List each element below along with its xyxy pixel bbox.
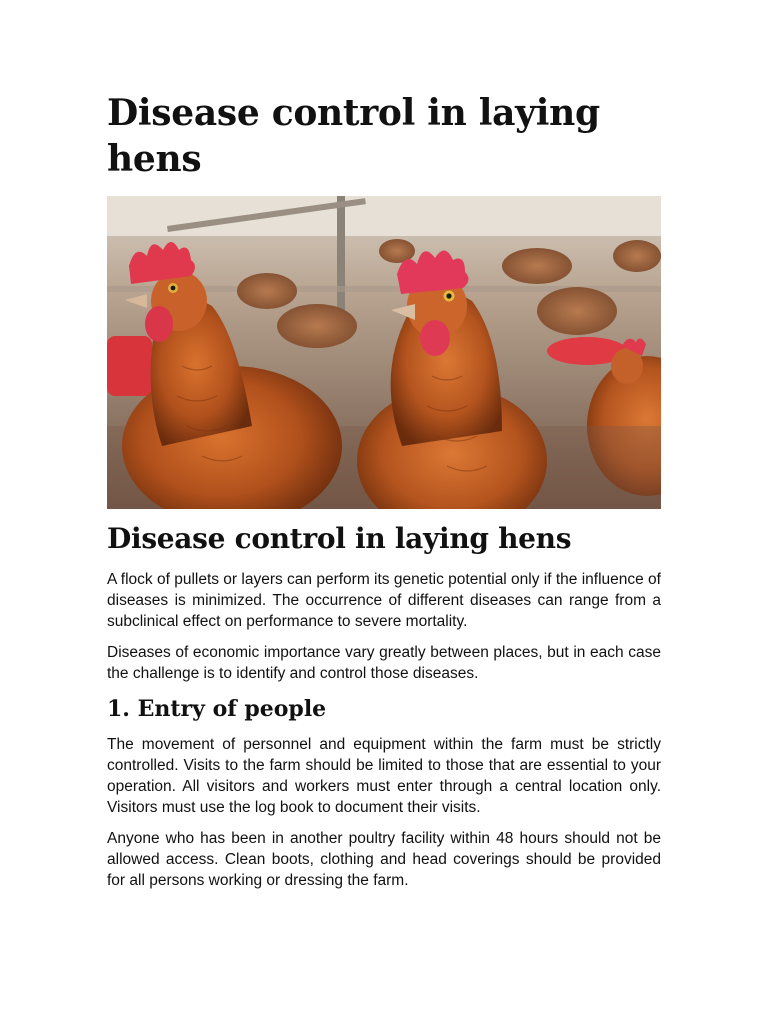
entry-paragraph-2: Anyone who has been in another poultry facility within 48 hours should not be allowed access. Clean boots, clothing and head coverings should be provided for all persons working or dressing the farm. bbox=[107, 830, 661, 889]
laying-hens-photo bbox=[107, 196, 661, 509]
subsection-heading-entry-of-people: 1. Entry of people bbox=[107, 696, 327, 722]
section-heading: Disease control in laying hens bbox=[107, 522, 572, 555]
document-title: Disease control in laying hens bbox=[107, 92, 600, 180]
entry-paragraph-1: The movement of personnel and equipment within the farm must be strictly controlled. Visits to the farm should be limited to those that are essential to your operation. All visitors and workers must enter through a central location only. Visitors must use the log book to document their visits. bbox=[107, 736, 661, 816]
intro-paragraph-2: Diseases of economic importance vary greatly between places, but in each case the challenge is to identify and control those diseases. bbox=[107, 644, 661, 682]
intro-paragraph-1: A flock of pullets or layers can perform its genetic potential only if the influence of diseases is minimized. The occurrence of different diseases can range from a subclinical effect on performance to severe mortality. bbox=[107, 571, 661, 630]
